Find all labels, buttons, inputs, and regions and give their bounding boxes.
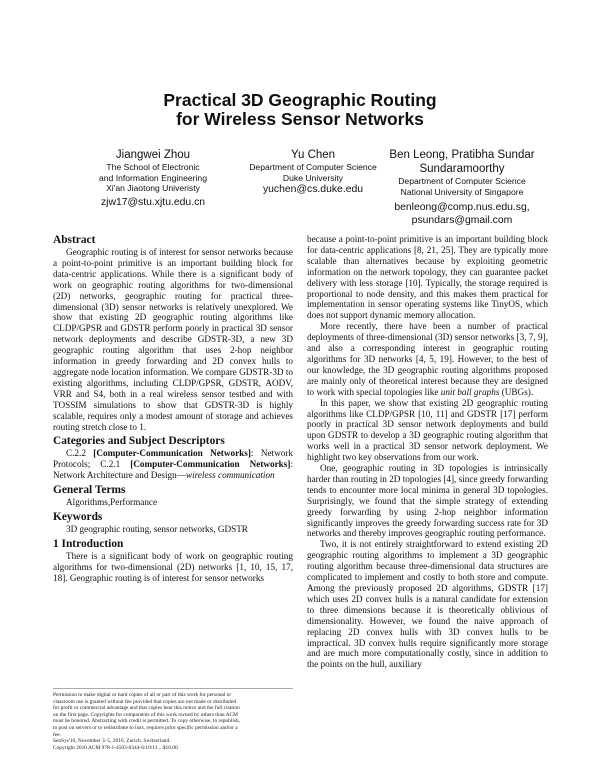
general-terms-heading: General Terms <box>53 484 126 497</box>
author-affiliation: Department of Computer Science <box>398 176 526 186</box>
abstract-heading: Abstract <box>53 234 96 246</box>
author-email[interactable]: yuchen@cs.duke.edu <box>262 184 364 196</box>
author-email[interactable]: psundars@gmail.com <box>411 215 513 227</box>
author-name: Yu Chen <box>290 149 336 161</box>
author-block-3 <box>362 148 562 227</box>
author-affiliation: and Information Engineering <box>99 172 207 183</box>
copyright-footnote: Permission to make digital or hard copies of all or part of this work for personal or classroom use is granted without fee provided that copies are not made or distributed for profit or commercial advantage and that copies bear this notice and the full citation on the first page. Copyrights for components of this work owned by others than ACM must be honored. Abstracting with credit is permitted. To copy otherwise, to republish, to post on servers or to redistribute to lists, requires prior specific permission and/or a fee. SenSys'10, November 3–5, 2010, Zurich, Switzerland. Copyright 2010 ACM 978-1-4503-0344-6/10/11 ...$10.00 <box>53 692 240 751</box>
keywords-heading: Keywords <box>53 511 103 524</box>
author-affiliation: Xi'an Jiaotong Univeristy <box>106 183 200 194</box>
author-name: Ben Leong, Pratibha Sundar <box>389 149 535 161</box>
body-paragraph: In this paper, we show that existing 2D geographic routing algorithms like CLDP/GPSR [10, 11] and GDSTR [17] perform poorly in practical 3D sensor network deployments and build upon GDSTR to develop a 3D geographic routing algorithm that works well in a practical 3D sensor network deployment. We highlight two key observations from our work. <box>307 397 548 463</box>
author-affiliation: Duke University <box>282 172 344 183</box>
body-paragraph: More recently, there have been a number of practical deployments of three-dimensional (3D) sensor networks [3, 7, 9], and also a corresponding interest in geographic routing algorithms for 3D networks [4, 5, 19]. However, to the best of our knowledge, the 3D geographic routing algorithms proposed are mainly only of theoretical interest because they are designed to work with special topologies like unit ball graphs (UBGs). <box>307 321 548 397</box>
author-affiliation: National University of Singapore <box>400 186 524 197</box>
categories-body: C.2.2 [Computer-Communication Networks]: Network Protocols; C.2.1 [Computer-Communication Networks]: Network Architecture and Design—wireless communication <box>53 448 293 481</box>
paper-title-line-1: Practical 3D Geographic Routing <box>163 90 437 110</box>
introduction-body: There is a significant body of work on geographic routing algorithms for two-dimensional (2D) networks [1, 10, 15, 17, 18]. Geographic routing is of interest for sensor networks <box>53 550 293 583</box>
abstract-body: Geographic routing is of interest for sensor networks because a point-to-point primitive is an important building block for data-centric applications. While there is a significant body of work on geographic routing algorithms for two-dimensional (2D) networks, geographic routing for practical three-dimensional (3D) sensor networks is relatively unexplored. We show that existing 2D geographic routing algorithms like CLDP/GPSR and GDSTR perform poorly in practical 3D sensor network deployments and describe GDSTR-3D, a new 3D geographic routing algorithm that uses 2-hop neighbor information in greedy forwarding and 2D convex hulls to aggregate node location information. We compare GDSTR-3D to existing algorithms, including CLDP/GPSR, GDSTR, AODV, VRR and S4, both in a real wireless sensor testbed and with TOSSIM simulations to show that GDSTR-3D is highly scalable, requires only a modest amount of storage and achieves routing stretch close to 1. <box>53 247 293 432</box>
author-email[interactable]: benleong@comp.nus.edu.sg, <box>394 202 530 214</box>
body-paragraph: One, geographic routing in 3D topologies is intrinsically harder than routing in 2D topologies [4], since greedy forwarding tends to encounter more local minima in general 3D topologies. Surprisingly, we found that the simple strategy of extending greedy forwarding by using 2-hop neighbor information significantly improves the greedy forwarding success rate for 3D networks and thereby improves geographic routing performance. <box>307 463 548 539</box>
author-affiliation: Department of Computer Science <box>249 162 377 172</box>
categories-heading: Categories and Subject Descriptors <box>53 435 225 448</box>
author-name: Sundaramoorthy <box>419 163 505 175</box>
general-terms-body: Algorithms,Performance <box>66 497 158 508</box>
left-column <box>53 234 293 584</box>
paper-title-line-2: for Wireless Sensor Networks <box>176 109 424 129</box>
author-affiliation: The School of Electronic <box>106 162 200 172</box>
author-email[interactable]: zjw17@stu.xjtu.edu.cn <box>100 196 206 208</box>
right-column <box>307 234 548 670</box>
body-paragraph: because a point-to-point primitive is an important building block for data-centric applications [8, 21, 25]. They are typically more scalable than alternatives because by exploiting geometric information on the network topology, they can guarantee packet delivery with less storage [10]. Typically, the storage required is proportional to node density, and this makes them practical for implementation in sensor operating systems like TinyOS, which does not support dynamic memory allocation. <box>307 234 548 321</box>
body-paragraph: Two, it is not entirely straightforward to extend existing 2D geographic routing algorithms to implement a 3D geographic routing algorithm because three-dimensional data structures are complicated to implement and costly to both store and compute. Among the previously proposed 2D algorithms, GDSTR [17] which uses 2D convex hulls is a natural candidate for extension to three dimensions because it is theoretically oblivious of dimensionality. However, we found the naive approach of replacing 2D convex hulls with 3D convex hulls to be impractical. 3D convex hulls require significantly more storage and are much more computationally costly, since in addition to the points on the hull, auxiliary <box>307 539 548 670</box>
introduction-heading: 1 Introduction <box>53 537 124 550</box>
author-name: Jiangwei Zhou <box>115 149 191 161</box>
author-block-1 <box>68 148 238 209</box>
keywords-body: 3D geographic routing, sensor networks, GDSTR <box>66 524 248 535</box>
footnote-rule <box>53 688 293 689</box>
